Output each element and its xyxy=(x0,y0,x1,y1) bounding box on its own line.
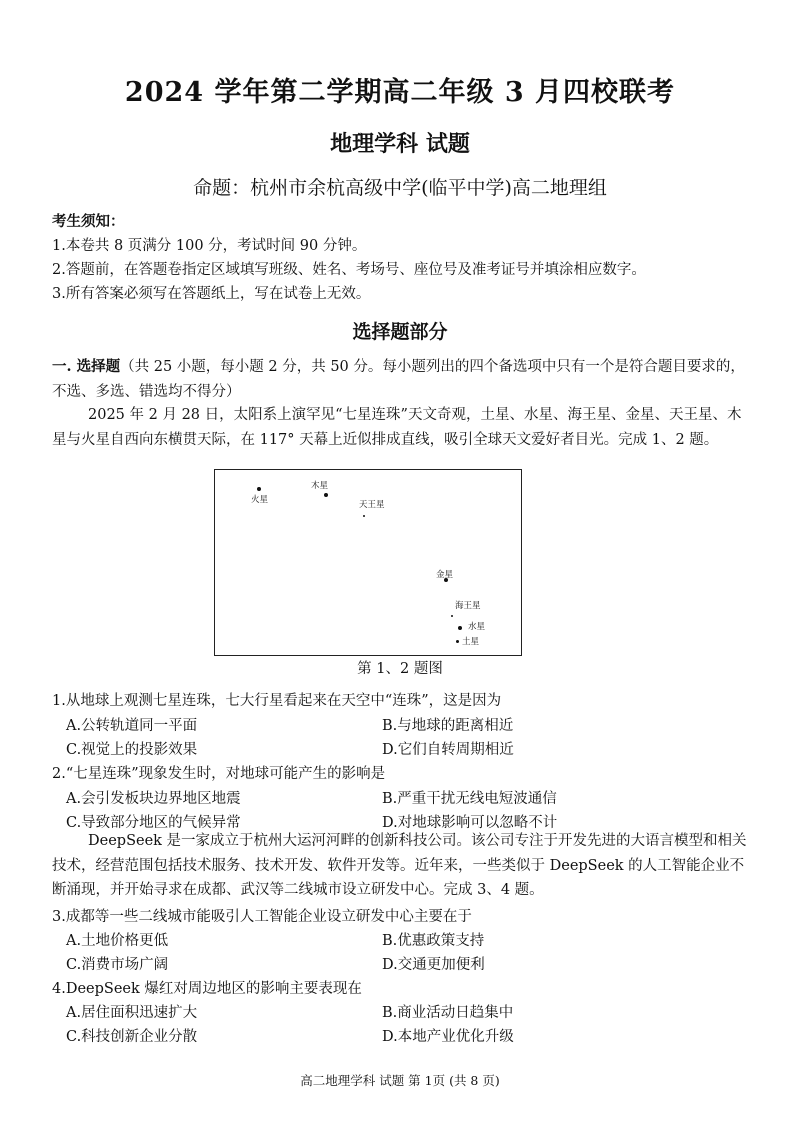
passage-deepseek: DeepSeek 是一家成立于杭州大运河河畔的创新科技公司。该公司专注于开发先进的大语言模型和相关技术，经营范围包括技术服务、技术开发、软件开发等。近年来，一些类似于 DeepSeek 的人工智能企业不断涌现，并开始寻求在成都、武汉等二线城市设立研发中心。完成 3、4 题。 xyxy=(52,833,747,898)
section-title: 选择题部分 xyxy=(352,321,448,343)
question-3-stem: 3.成都等一些二线城市能吸引人工智能企业设立研发中心主要在于 xyxy=(52,909,472,925)
planet-uranus-label: 天王星 xyxy=(359,500,385,510)
exam-subtitle: 地理学科 试题 xyxy=(330,131,470,157)
page-footer: 高二地理学科 试题 第 1页 (共 8 页) xyxy=(300,1073,500,1088)
planet-saturn-dot xyxy=(456,640,459,643)
question-1-option-c: C.视觉上的投影效果 xyxy=(66,742,198,758)
notice-item: 3.所有答案必须写在答题纸上，写在试卷上无效。 xyxy=(52,286,371,302)
exam-title: 2024 学年第二学期高二年级 3 月四校联考 xyxy=(124,77,676,108)
passage-planets: 2025 年 2 月 28 日，太阳系上演罕见“七星连珠”天文奇观，土星、水星、海王星、金星、天王星、木星与火星自西向东横贯天际，在 117° 天幕上近似排成直线，吸引全球天文爱好者目光。完成 1、2 题。 xyxy=(52,407,742,448)
planet-mars-dot xyxy=(257,487,261,491)
question-4-option-c: C.科技创新企业分散 xyxy=(66,1029,198,1045)
instruction-label: 一. 选择题 xyxy=(52,358,121,375)
planet-jupiter-label: 木星 xyxy=(311,481,329,491)
question-4-stem: 4.DeepSeek 爆红对周边地区的影响主要表现在 xyxy=(52,981,362,997)
planet-mars-label: 火星 xyxy=(251,495,269,505)
section-instruction xyxy=(52,355,752,404)
question-1-option-a: A.公转轨道同一平面 xyxy=(66,718,198,734)
notice-item: 2.答题前，在答题卷指定区域填写班级、姓名、考场号、座位号及准考证号并填涂相应数字。 xyxy=(52,262,646,278)
exam-author: 命题：杭州市余杭高级中学(临平中学)高二地理组 xyxy=(193,177,607,199)
question-4-option-a: A.居住面积迅速扩大 xyxy=(66,1005,198,1021)
planet-uranus-dot xyxy=(363,515,365,517)
planet-mercury-label: 水星 xyxy=(468,622,486,632)
question-2-stem: 2.“七星连珠”现象发生时，对地球可能产生的影响是 xyxy=(52,766,386,782)
planet-neptune-dot xyxy=(451,615,453,617)
instruction-text: （共 25 小题，每小题 2 分，共 50 分。每小题列出的四个备选项中只有一个是符合题目要求的，不选、多选、错选均不得分） xyxy=(52,359,745,400)
question-3-option-d: D.交通更加便利 xyxy=(382,957,485,973)
planet-saturn-label: 土星 xyxy=(462,637,480,647)
planet-alignment-figure xyxy=(214,469,522,656)
question-2-option-c: C.导致部分地区的气候异常 xyxy=(66,815,241,831)
question-3-option-b: B.优惠政策支持 xyxy=(382,933,485,949)
question-1-stem: 1.从地球上观测七星连珠，七大行星看起来在天空中“连珠”，这是因为 xyxy=(52,693,502,709)
candidate-notice xyxy=(52,210,646,306)
question-1-option-d: D.它们自转周期相近 xyxy=(382,742,514,758)
planet-mercury-dot xyxy=(458,626,462,630)
notice-heading: 考生须知： xyxy=(52,213,125,230)
question-2-option-a: A.会引发板块边界地区地震 xyxy=(66,791,241,807)
planet-jupiter-dot xyxy=(324,493,328,497)
question-4-option-b: B.商业活动日趋集中 xyxy=(382,1005,514,1021)
planet-neptune-label: 海王星 xyxy=(455,601,481,611)
question-2-option-d: D.对地球影响可以忽略不计 xyxy=(382,815,558,831)
question-4-option-d: D.本地产业优化升级 xyxy=(382,1029,514,1045)
notice-item: 1.本卷共 8 页满分 100 分，考试时间 90 分钟。 xyxy=(52,238,367,254)
figure-caption: 第 1、2 题图 xyxy=(357,661,443,677)
planet-venus-label: 金星 xyxy=(436,570,454,580)
question-3-option-c: C.消费市场广阔 xyxy=(66,957,169,973)
question-1-option-b: B.与地球的距离相近 xyxy=(382,718,514,734)
question-2-option-b: B.严重干扰无线电短波通信 xyxy=(382,791,557,807)
question-3-option-a: A.土地价格更低 xyxy=(66,933,169,949)
